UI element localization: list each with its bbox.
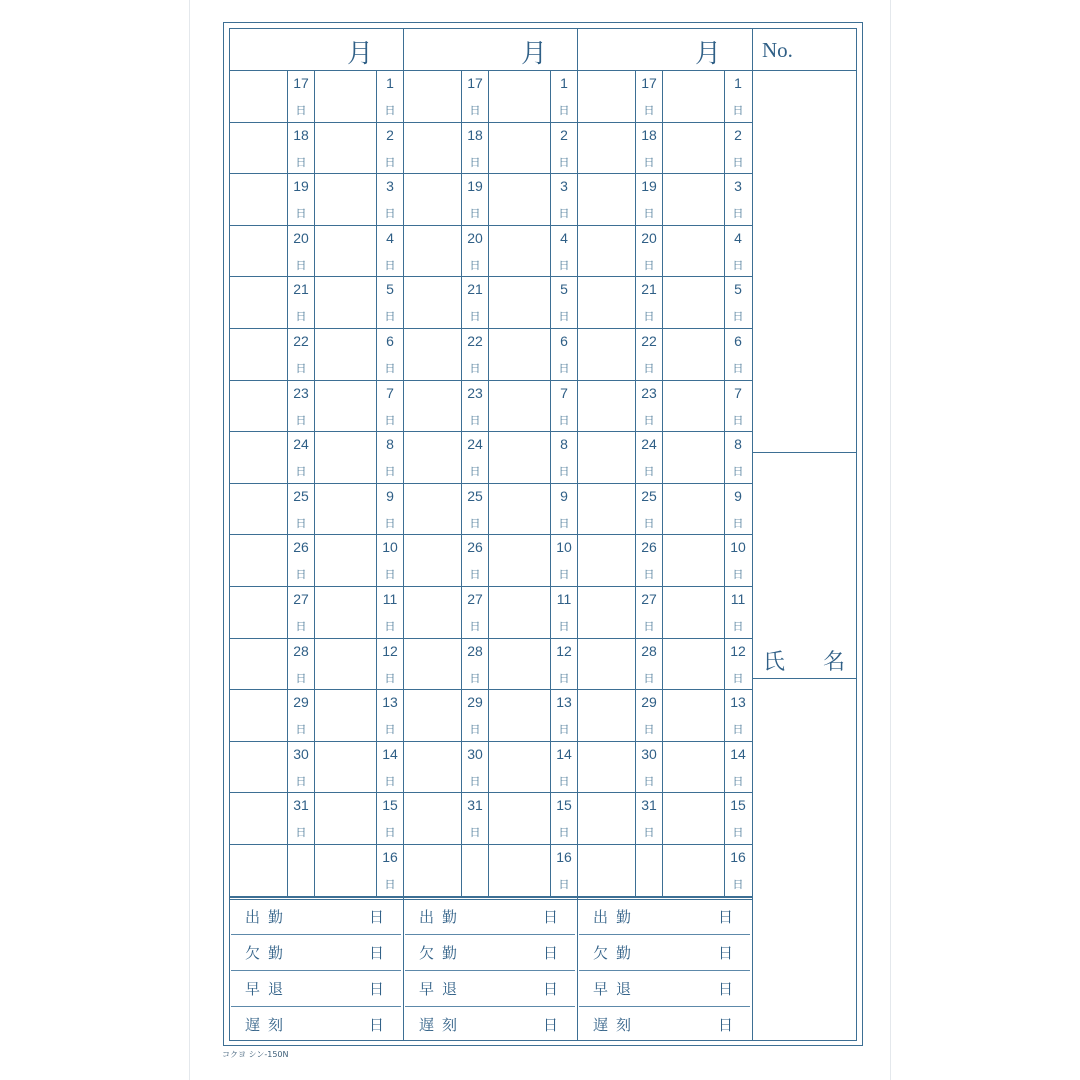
day-row-line: [403, 276, 577, 277]
day-row-line: [577, 534, 752, 535]
day-unit-right: 日: [732, 516, 744, 530]
day-number-left: 22: [467, 333, 483, 349]
day-unit-right: 日: [384, 878, 396, 891]
day-number-right: 16: [556, 849, 572, 865]
day-row-line: [229, 276, 403, 277]
day-unit-right: 日: [384, 258, 396, 272]
day-number-right: 12: [556, 642, 572, 659]
summary-label: 早退: [245, 980, 292, 998]
day-unit-right: 日: [558, 155, 570, 169]
day-unit-right: 日: [558, 258, 570, 272]
day-unit-left: 日: [469, 104, 481, 117]
day-number-right: 12: [730, 642, 746, 659]
summary-unit: 日: [718, 1016, 734, 1034]
day-number-right: 11: [382, 591, 398, 607]
summary-row-line: [579, 934, 750, 935]
day-row-line: [403, 173, 577, 174]
name-label-char-1: 氏: [763, 650, 786, 675]
summary-label: 出勤: [593, 908, 640, 926]
day-row-line: [403, 483, 577, 484]
summary-top-divider: [403, 897, 577, 900]
day-unit-left: 日: [643, 155, 655, 169]
day-number-right: 7: [386, 384, 394, 401]
summary-row-line: [405, 970, 575, 971]
card-number-label: No.: [762, 38, 793, 62]
day-unit-left: 日: [295, 620, 307, 633]
day-unit-left: 日: [295, 104, 307, 117]
day-number-right: 11: [730, 591, 746, 607]
summary-row-line: [579, 970, 750, 971]
day-unit-right: 日: [384, 826, 396, 840]
summary-label: 欠勤: [593, 944, 640, 962]
day-row-line: [577, 431, 752, 432]
day-row-line: [403, 638, 577, 639]
month-label: 月: [694, 39, 721, 69]
day-row-line: [577, 380, 752, 381]
day-row-line: [577, 483, 752, 484]
day-unit-left: 日: [643, 723, 655, 737]
summary-label: 早退: [419, 980, 466, 998]
day-row-line: [229, 483, 403, 484]
day-number-right: 8: [734, 436, 742, 453]
summary-row-line: [231, 970, 401, 971]
day-number-left: 24: [641, 436, 657, 453]
day-unit-left: 日: [295, 723, 307, 737]
day-unit-left: 日: [295, 413, 307, 427]
day-unit-right: 日: [384, 413, 396, 427]
day-unit-right: 日: [384, 362, 396, 375]
day-row-line: [577, 276, 752, 277]
day-row-line: [229, 689, 403, 690]
day-number-right: 4: [560, 229, 568, 246]
day-unit-right: 日: [384, 104, 396, 117]
day-number-left: 30: [641, 745, 657, 762]
day-number-left: 28: [467, 642, 483, 659]
day-unit-right: 日: [732, 465, 744, 479]
day-unit-left: 日: [295, 826, 307, 840]
day-row-line: [577, 328, 752, 329]
day-unit-left: 日: [643, 413, 655, 427]
summary-label: 出勤: [419, 908, 466, 926]
day-number-left: 27: [467, 591, 483, 607]
day-number-left: 27: [641, 591, 657, 607]
summary-row-line: [405, 934, 575, 935]
month-label: 月: [346, 39, 373, 69]
day-number-left: 25: [641, 487, 657, 504]
day-number-right: 5: [734, 281, 742, 298]
day-unit-right: 日: [558, 310, 570, 324]
day-unit-right: 日: [558, 465, 570, 479]
day-unit-right: 日: [384, 671, 396, 685]
day-number-left: 26: [641, 539, 657, 556]
day-number-right: 9: [734, 487, 742, 504]
day-number-right: 15: [382, 797, 398, 814]
summary-row-line: [231, 1006, 401, 1007]
day-unit-left: 日: [469, 362, 481, 375]
day-unit-right: 日: [732, 207, 744, 221]
day-unit-left: 日: [295, 155, 307, 169]
day-row-line: [403, 534, 577, 535]
day-unit-right: 日: [558, 568, 570, 582]
day-number-right: 5: [560, 281, 568, 298]
day-number-left: 17: [641, 75, 657, 91]
day-number-right: 3: [386, 178, 394, 195]
day-number-right: 13: [382, 694, 398, 711]
day-unit-right: 日: [384, 207, 396, 221]
day-row-line: [577, 741, 752, 742]
day-unit-left: 日: [643, 104, 655, 117]
day-number-right: 16: [382, 849, 398, 865]
day-number-left: 19: [641, 178, 657, 195]
month-header-1: [229, 28, 403, 70]
day-unit-left: 日: [295, 671, 307, 685]
day-unit-left: 日: [295, 516, 307, 530]
day-unit-left: 日: [469, 207, 481, 221]
day-unit-left: 日: [643, 465, 655, 479]
day-unit-left: 日: [469, 258, 481, 272]
day-number-left: 31: [293, 797, 309, 814]
day-number-right: 5: [386, 281, 394, 298]
day-number-left: 19: [467, 178, 483, 195]
day-unit-right: 日: [384, 465, 396, 479]
summary-label: 遅刻: [593, 1016, 640, 1034]
day-row-line: [577, 689, 752, 690]
day-number-right: 9: [386, 487, 394, 504]
day-unit-right: 日: [732, 104, 744, 117]
day-unit-right: 日: [384, 723, 396, 737]
day-unit-left: 日: [295, 258, 307, 272]
day-number-right: 7: [560, 384, 568, 401]
day-unit-left: 日: [295, 310, 307, 324]
day-number-right: 1: [734, 75, 742, 91]
day-row-line: [229, 225, 403, 226]
day-row-line: [577, 638, 752, 639]
right-panel-divider: [752, 28, 753, 1041]
day-unit-right: 日: [558, 516, 570, 530]
day-unit-left: 日: [469, 826, 481, 840]
day-number-left: 28: [293, 642, 309, 659]
summary-unit: 日: [369, 1016, 385, 1034]
day-unit-right: 日: [732, 568, 744, 582]
day-number-left: 23: [641, 384, 657, 401]
day-unit-left: 日: [643, 620, 655, 633]
day-number-left: 20: [641, 229, 657, 246]
day-number-right: 6: [560, 333, 568, 349]
day-unit-right: 日: [732, 413, 744, 427]
day-number-right: 8: [386, 436, 394, 453]
day-row-line: [229, 586, 403, 587]
day-unit-right: 日: [732, 258, 744, 272]
day-row-line: [403, 844, 577, 845]
day-number-left: 29: [641, 694, 657, 711]
day-number-right: 14: [382, 745, 398, 762]
day-number-right: 16: [730, 849, 746, 865]
right-panel-line-1: [752, 452, 857, 453]
day-row-line: [403, 689, 577, 690]
month-header-3: [577, 28, 751, 70]
summary-unit: 日: [543, 908, 559, 926]
day-row-line: [229, 431, 403, 432]
summary-row-line: [405, 1006, 575, 1007]
day-unit-right: 日: [732, 774, 744, 788]
day-row-line: [403, 225, 577, 226]
day-unit-right: 日: [558, 207, 570, 221]
day-row-line: [403, 792, 577, 793]
day-number-left: 18: [641, 126, 657, 143]
day-number-left: 21: [467, 281, 483, 298]
day-unit-left: 日: [469, 774, 481, 788]
summary-label: 早退: [593, 980, 640, 998]
day-row-line: [229, 173, 403, 174]
summary-label: 欠勤: [419, 944, 466, 962]
day-row-line: [577, 844, 752, 845]
day-unit-left: 日: [295, 568, 307, 582]
day-number-left: 27: [293, 591, 309, 607]
day-number-left: 31: [467, 797, 483, 814]
day-number-right: 2: [734, 126, 742, 143]
day-number-left: 25: [293, 487, 309, 504]
day-number-left: 29: [293, 694, 309, 711]
day-number-left: 30: [293, 745, 309, 762]
day-unit-left: 日: [469, 413, 481, 427]
day-number-right: 12: [382, 642, 398, 659]
day-unit-right: 日: [558, 620, 570, 633]
day-number-right: 13: [730, 694, 746, 711]
header-divider: [229, 70, 857, 71]
day-row-line: [403, 741, 577, 742]
day-number-left: 23: [293, 384, 309, 401]
day-number-right: 6: [734, 333, 742, 349]
day-number-left: 25: [467, 487, 483, 504]
day-unit-right: 日: [384, 568, 396, 582]
day-unit-right: 日: [558, 878, 570, 891]
summary-label: 欠勤: [245, 944, 292, 962]
day-number-right: 4: [386, 229, 394, 246]
summary-top-divider: [577, 897, 752, 900]
summary-unit: 日: [369, 944, 385, 962]
day-number-right: 10: [382, 539, 398, 556]
day-number-left: 24: [467, 436, 483, 453]
day-row-line: [229, 534, 403, 535]
day-number-left: 17: [467, 75, 483, 91]
day-unit-right: 日: [384, 516, 396, 530]
day-row-line: [577, 586, 752, 587]
day-row-line: [229, 328, 403, 329]
day-unit-left: 日: [643, 258, 655, 272]
day-unit-right: 日: [732, 878, 744, 891]
day-number-right: 3: [560, 178, 568, 195]
day-number-left: 21: [641, 281, 657, 298]
day-number-right: 10: [730, 539, 746, 556]
day-row-line: [403, 122, 577, 123]
name-label-char-2: 名: [822, 650, 845, 675]
day-number-left: 26: [467, 539, 483, 556]
day-unit-left: 日: [643, 362, 655, 375]
day-unit-right: 日: [558, 362, 570, 375]
day-unit-left: 日: [643, 516, 655, 530]
day-unit-left: 日: [469, 620, 481, 633]
day-unit-right: 日: [558, 826, 570, 840]
summary-top-divider: [229, 897, 403, 900]
day-number-right: 1: [560, 75, 568, 91]
day-row-line: [229, 844, 403, 845]
day-row-line: [229, 122, 403, 123]
day-number-right: 14: [556, 745, 572, 762]
day-number-left: 20: [467, 229, 483, 246]
summary-row-line: [579, 1006, 750, 1007]
day-row-line: [403, 380, 577, 381]
day-unit-right: 日: [732, 310, 744, 324]
day-number-right: 3: [734, 178, 742, 195]
day-row-line: [229, 380, 403, 381]
product-code: コクヨ シン-150N: [222, 1050, 289, 1059]
day-number-left: 19: [293, 178, 309, 195]
day-unit-right: 日: [558, 774, 570, 788]
month-label: 月: [520, 39, 547, 69]
day-unit-left: 日: [643, 568, 655, 582]
summary-unit: 日: [369, 908, 385, 926]
day-unit-right: 日: [732, 671, 744, 685]
summary-row-line: [231, 934, 401, 935]
day-unit-right: 日: [384, 155, 396, 169]
day-number-left: 30: [467, 745, 483, 762]
day-unit-right: 日: [558, 413, 570, 427]
day-number-left: 22: [641, 333, 657, 349]
day-unit-left: 日: [469, 671, 481, 685]
day-unit-right: 日: [558, 723, 570, 737]
day-number-left: 26: [293, 539, 309, 556]
day-number-right: 4: [734, 229, 742, 246]
day-row-line: [403, 328, 577, 329]
summary-unit: 日: [543, 980, 559, 998]
month-header-2: [403, 28, 577, 70]
day-number-right: 6: [386, 333, 394, 349]
day-unit-left: 日: [643, 310, 655, 324]
day-unit-right: 日: [384, 620, 396, 633]
day-number-right: 2: [386, 126, 394, 143]
day-number-right: 10: [556, 539, 572, 556]
summary-unit: 日: [543, 944, 559, 962]
day-row-line: [229, 741, 403, 742]
day-unit-left: 日: [643, 826, 655, 840]
day-unit-right: 日: [732, 620, 744, 633]
summary-label: 出勤: [245, 908, 292, 926]
day-number-left: 17: [293, 75, 309, 91]
day-unit-left: 日: [469, 516, 481, 530]
right-panel-line-2: [752, 678, 857, 679]
summary-unit: 日: [718, 908, 734, 926]
day-number-right: 9: [560, 487, 568, 504]
day-number-right: 14: [730, 745, 746, 762]
day-number-left: 18: [467, 126, 483, 143]
day-unit-right: 日: [732, 362, 744, 375]
day-unit-right: 日: [558, 671, 570, 685]
day-row-line: [577, 792, 752, 793]
day-unit-left: 日: [469, 155, 481, 169]
day-row-line: [403, 586, 577, 587]
day-number-left: 20: [293, 229, 309, 246]
day-unit-right: 日: [732, 826, 744, 840]
day-unit-left: 日: [643, 671, 655, 685]
summary-unit: 日: [718, 980, 734, 998]
day-row-line: [577, 173, 752, 174]
day-unit-left: 日: [469, 465, 481, 479]
day-unit-right: 日: [384, 310, 396, 324]
day-number-left: 29: [467, 694, 483, 711]
day-unit-right: 日: [558, 104, 570, 117]
day-number-left: 18: [293, 126, 309, 143]
day-number-right: 1: [386, 75, 394, 91]
day-unit-left: 日: [469, 310, 481, 324]
summary-label: 遅刻: [419, 1016, 466, 1034]
day-unit-left: 日: [643, 207, 655, 221]
day-number-right: 15: [730, 797, 746, 814]
day-unit-left: 日: [295, 465, 307, 479]
day-number-right: 11: [556, 591, 572, 607]
day-row-line: [403, 431, 577, 432]
day-number-left: 31: [641, 797, 657, 814]
day-row-line: [229, 638, 403, 639]
day-row-line: [577, 225, 752, 226]
day-unit-left: 日: [643, 774, 655, 788]
day-unit-left: 日: [469, 568, 481, 582]
day-unit-left: 日: [295, 774, 307, 788]
day-number-left: 22: [293, 333, 309, 349]
day-number-right: 8: [560, 436, 568, 453]
day-number-right: 13: [556, 694, 572, 711]
day-unit-left: 日: [295, 362, 307, 375]
day-unit-right: 日: [732, 723, 744, 737]
day-number-left: 28: [641, 642, 657, 659]
summary-unit: 日: [369, 980, 385, 998]
day-unit-right: 日: [384, 774, 396, 788]
summary-unit: 日: [543, 1016, 559, 1034]
day-unit-left: 日: [295, 207, 307, 221]
day-number-right: 7: [734, 384, 742, 401]
day-row-line: [229, 792, 403, 793]
day-unit-left: 日: [469, 723, 481, 737]
summary-label: 遅刻: [245, 1016, 292, 1034]
name-field-label: [763, 645, 845, 676]
summary-unit: 日: [718, 944, 734, 962]
day-number-left: 24: [293, 436, 309, 453]
day-number-right: 2: [560, 126, 568, 143]
day-number-left: 23: [467, 384, 483, 401]
day-unit-right: 日: [732, 155, 744, 169]
day-number-left: 21: [293, 281, 309, 298]
day-number-right: 15: [556, 797, 572, 814]
day-row-line: [577, 122, 752, 123]
